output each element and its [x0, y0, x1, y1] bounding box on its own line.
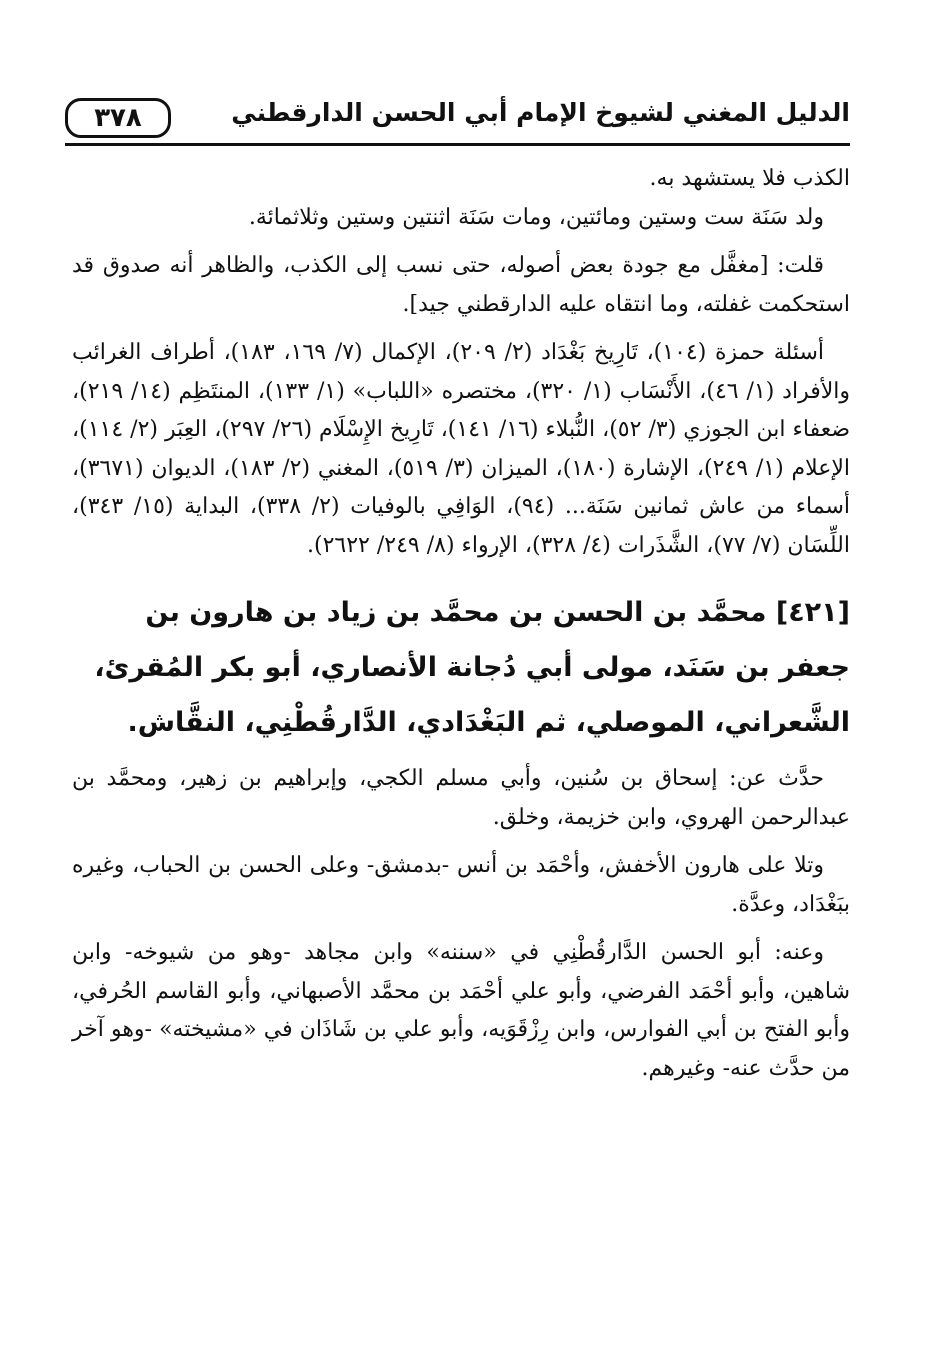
header-rule [65, 143, 850, 146]
paragraph-verdict: قلت: [مغفَّل مع جودة بعض أصوله، حتى نسب إلى الكذب، والظاهر أنه صدوق قد استحكمت غفلته، وما انتقاه عليه الدارقطني جيد]. [72, 253, 850, 317]
paragraph-continuation: الكذب فلا يستشهد به. [649, 166, 850, 191]
paragraph-teachers: حدَّث عن: إسحاق بن سُنين، وأبي مسلم الكجي، وإبراهيم بن زهير، ومحمَّد بن عبدالرحمن الهروي، وابن خزيمة، وخلق. [72, 766, 850, 830]
paragraph-sources: أسئلة حمزة (١٠٤)، تَارِيخ بَغْدَاد (٢/ ٢٠٩)، الإكمال (٧/ ١٦٩، ١٨٣)، أطراف الغرائب والأفراد (١/ ٤٦)، الأَنْسَاب (١/ ٣٢٠)، مختصره «اللباب» (١/ ١٣٣)، المنتَظِم (١٤/ ٢١٩)، ضعفاء ابن الجوزي (٣/ ٥٢)، النُّبلاء (١٦/ ١٤١)، تَارِيخ الإِسْلَام (٢٦/ ٢٩٧)، العِبَر (٢/ ١١٤)، الإعلام (١/ ٢٤٩)، الإشارة (١٨٠)، الميزان (٣/ ٥١٩)، المغني (٢/ ١٨٣)، الديوان (٣٦٧١)، أسماء من عاش ثمانين سَنَة... (٩٤)، الوَافِي بالوفيات (٢/ ٣٣٨)، البداية (١٥/ ٣٤٣)، اللِّسَان (٧/ ٧٧)، الشَّذَرات (٤/ ٣٢٨)، الإرواء (٨/ ٢٤٩/ ٢٦٢٢). [72, 340, 851, 558]
page-body [72, 160, 850, 1088]
page-number: ٣٧٨ [65, 98, 171, 138]
entry-heading: [٤٢١] محمَّد بن الحسن بن محمَّد بن زياد بن هارون بن جعفر بن سَنَد، مولى أبي دُجانة الأنصاري، أبو بكر المُقرئ، الشَّعراني، الموصلي، ثم البَغْدَادي، الدَّارقُطْنِي، النقَّاش. [94, 597, 850, 738]
running-title: الدليل المغني لشيوخ الإمام أبي الحسن الدارقطني [231, 98, 850, 127]
paragraph-students: وعنه: أبو الحسن الدَّارقُطْنِي في «سننه» وابن مجاهد -وهو من شيوخه- وابن شاهين، وأبو أحْمَد الفرضي، وأبو علي أحْمَد بن محمَّد الأصبهاني، وأبو القاسم الحُرفي، وأبو الفتح بن أبي الفوارس، وابن رِزْقَوَيه، وأبو علي بن شَاذَان في «مشيخته» -وهو آخر من حدَّث عنه- وغيرهم. [72, 940, 850, 1081]
paragraph-birth-death: ولد سَنَة ست وستين ومائتين، ومات سَنَة اثنتين وستين وثلاثمائة. [248, 204, 824, 230]
paragraph-recitation: وتلا على هارون الأخفش، وأحْمَد بن أنس -بدمشق- وعلى الحسن بن الحباب، وغيره ببَغْدَاد، وعدَّة. [72, 853, 850, 917]
page-header [65, 92, 850, 148]
